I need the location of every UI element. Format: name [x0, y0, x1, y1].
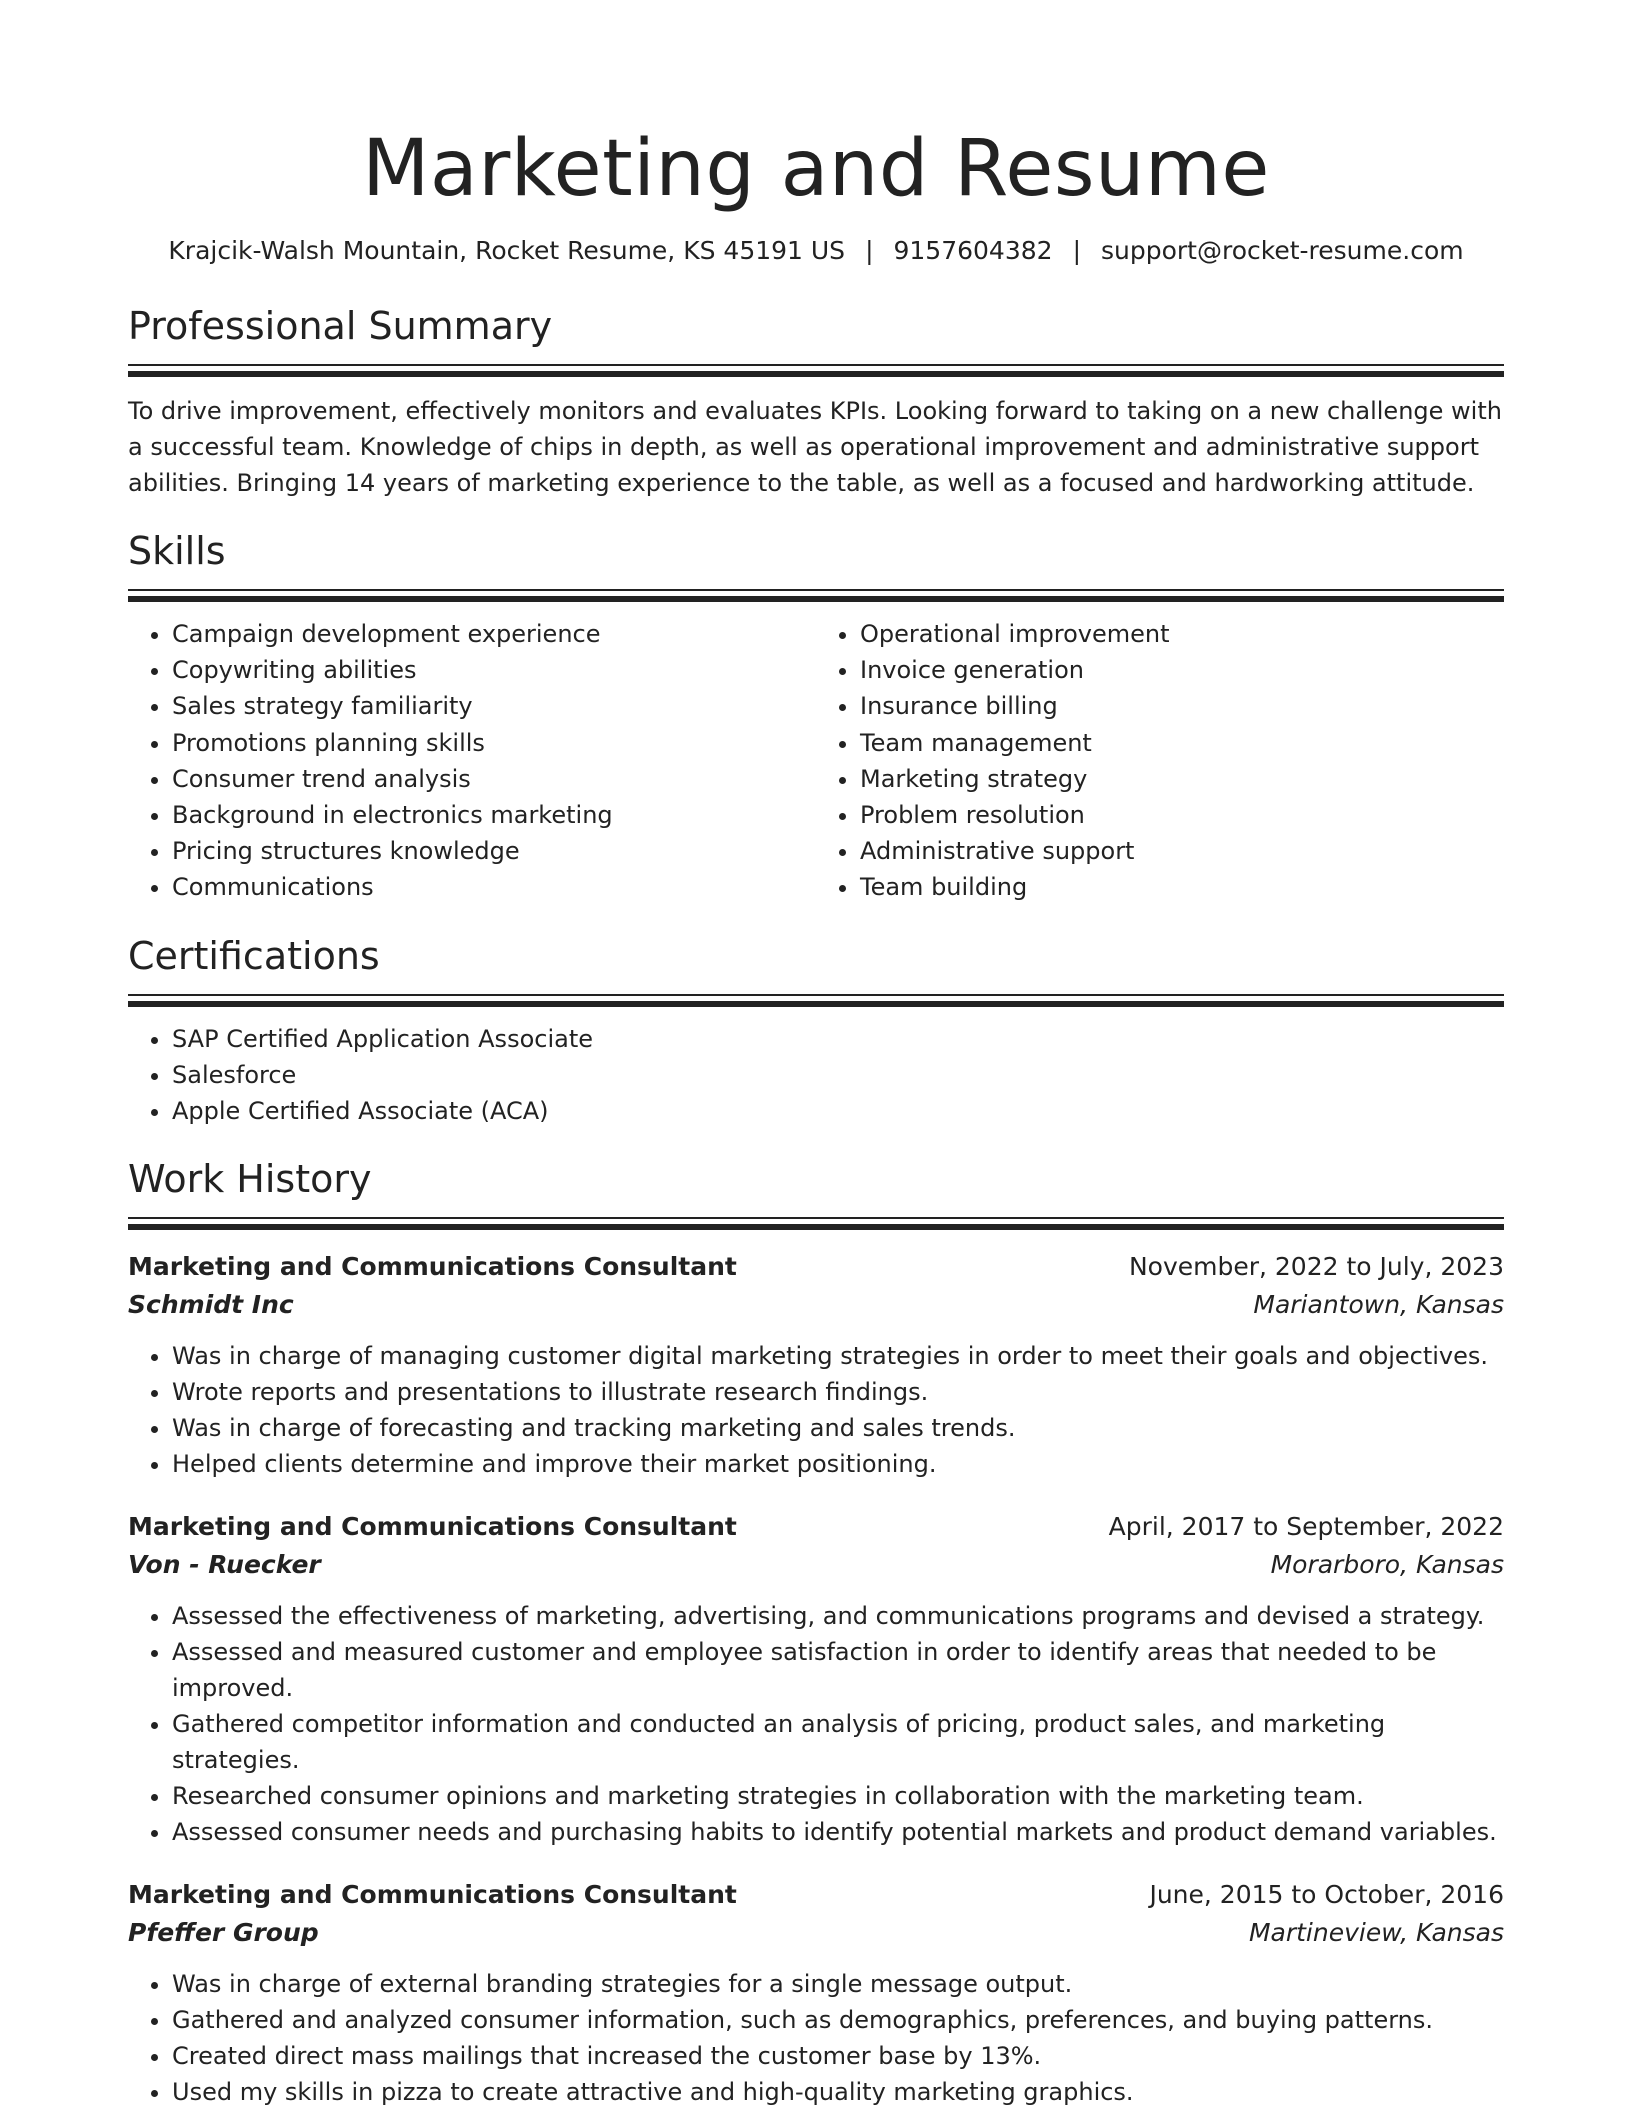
contact-address: Krajcik-Walsh Mountain, Rocket Resume, KS 45191 US	[168, 236, 846, 265]
job-bullets	[128, 1966, 1504, 2110]
job-entry	[128, 1508, 1504, 1850]
skill-item: • Pricing structures knowledge	[172, 833, 816, 869]
job-header	[128, 1876, 1504, 1914]
job-bullet: • Gathered and analyzed consumer information, such as demographics, preferences, and buying patterns.	[172, 2002, 1504, 2038]
job-entry	[128, 1876, 1504, 2110]
job-bullet: • Researched consumer opinions and marketing strategies in collaboration with the marketing team.	[172, 1778, 1504, 1814]
job-location: Mariantown, Kansas	[1253, 1289, 1504, 1319]
skill-item: • Promotions planning skills	[172, 725, 816, 761]
job-bullet: • Was in charge of managing customer digital marketing strategies in order to meet their goals and objectives.	[172, 1338, 1504, 1374]
skill-item: • Communications	[172, 869, 816, 905]
contact-email: support@rocket-resume.com	[1101, 236, 1464, 265]
section-title-certifications: Certifications	[128, 933, 380, 978]
job-bullet: • Created direct mass mailings that increased the customer base by 13%.	[172, 2038, 1504, 2074]
contact-separator: |	[1072, 236, 1081, 265]
job-header	[128, 1248, 1504, 1286]
job-company: Schmidt Inc	[128, 1289, 294, 1319]
skills-list-right	[816, 616, 1504, 906]
certification-item: • SAP Certified Application Associate	[172, 1021, 1504, 1057]
skill-item: • Invoice generation	[860, 652, 1504, 688]
skill-item: • Operational improvement	[860, 616, 1504, 652]
summary-section	[128, 302, 1504, 501]
skill-item: • Copywriting abilities	[172, 652, 816, 688]
resume-page	[128, 120, 1504, 2110]
job-subheader	[128, 1286, 1504, 1324]
certifications-list	[128, 1021, 1504, 1129]
job-bullet: • Was in charge of external branding strategies for a single message output.	[172, 1966, 1504, 2002]
job-subheader	[128, 1546, 1504, 1584]
work-history-section	[128, 1155, 1504, 2110]
job-company: Von - Ruecker	[128, 1549, 321, 1579]
certification-item: • Apple Certified Associate (ACA)	[172, 1093, 1504, 1129]
section-title-skills: Skills	[128, 529, 226, 573]
job-dates: June, 2015 to October, 2016	[1149, 1879, 1504, 1909]
contact-line	[128, 234, 1504, 268]
job-subheader	[128, 1914, 1504, 1952]
job-bullet: • Assessed the effectiveness of marketing, advertising, and communications programs and devised a strategy.	[172, 1598, 1504, 1634]
job-dates: April, 2017 to September, 2022	[1108, 1511, 1504, 1541]
job-bullet: • Was in charge of forecasting and tracking marketing and sales trends.	[172, 1410, 1504, 1446]
section-title-work-history: Work History	[128, 1156, 372, 1201]
job-bullet: • Wrote reports and presentations to illustrate research findings.	[172, 1374, 1504, 1410]
job-bullet: • Assessed consumer needs and purchasing habits to identify potential markets and product demand variables.	[172, 1814, 1504, 1850]
skills-grid	[128, 616, 1504, 906]
skill-item: • Insurance billing	[860, 688, 1504, 724]
job-dates: November, 2022 to July, 2023	[1128, 1251, 1504, 1281]
job-header	[128, 1508, 1504, 1546]
job-title: Marketing and Communications Consultant	[128, 1251, 737, 1281]
skill-item: • Consumer trend analysis	[172, 761, 816, 797]
job-bullet: • Gathered competitor information and conducted an analysis of pricing, product sales, and marketing strategies.	[172, 1706, 1504, 1778]
job-bullet: • Helped clients determine and improve their market positioning.	[172, 1446, 1504, 1482]
section-divider	[128, 364, 1504, 377]
certifications-section	[128, 932, 1504, 1129]
job-bullets	[128, 1338, 1504, 1482]
job-bullet: • Assessed and measured customer and employee satisfaction in order to identify areas that needed to be improved.	[172, 1634, 1504, 1706]
resume-name: Marketing and Resume	[362, 124, 1270, 214]
job-location: Martineview, Kansas	[1248, 1917, 1504, 1947]
contact-phone: 9157604382	[893, 236, 1053, 265]
skill-item: • Sales strategy familiarity	[172, 688, 816, 724]
section-divider	[128, 1217, 1504, 1230]
skill-item: • Marketing strategy	[860, 761, 1504, 797]
job-title: Marketing and Communications Consultant	[128, 1511, 737, 1541]
section-divider	[128, 589, 1504, 602]
skill-item: • Campaign development experience	[172, 616, 816, 652]
job-bullets	[128, 1598, 1504, 1850]
certification-item: • Salesforce	[172, 1057, 1504, 1093]
skill-item: • Background in electronics marketing	[172, 797, 816, 833]
job-entry	[128, 1248, 1504, 1482]
skill-item: • Team management	[860, 725, 1504, 761]
contact-separator: |	[865, 236, 874, 265]
job-company: Pfeffer Group	[128, 1917, 319, 1947]
job-bullet: • Used my skills in pizza to create attractive and high-quality marketing graphics.	[172, 2074, 1504, 2110]
section-title-summary: Professional Summary	[128, 304, 553, 348]
skill-item: • Team building	[860, 869, 1504, 905]
job-title: Marketing and Communications Consultant	[128, 1879, 737, 1909]
job-location: Morarboro, Kansas	[1270, 1549, 1504, 1579]
skill-item: • Administrative support	[860, 833, 1504, 869]
summary-text: To drive improvement, effectively monitors and evaluates KPIs. Looking forward to taking on a new challenge with a successful team. Knowledge of chips in depth, as well as operational improvement and administrative support abilities. Bringing 14 years of marketing experience to the table, as well as a focused and hardworking attitude.	[128, 397, 1502, 497]
skills-section	[128, 527, 1504, 906]
skill-item: • Problem resolution	[860, 797, 1504, 833]
section-divider	[128, 994, 1504, 1007]
skills-list-left	[128, 616, 816, 906]
